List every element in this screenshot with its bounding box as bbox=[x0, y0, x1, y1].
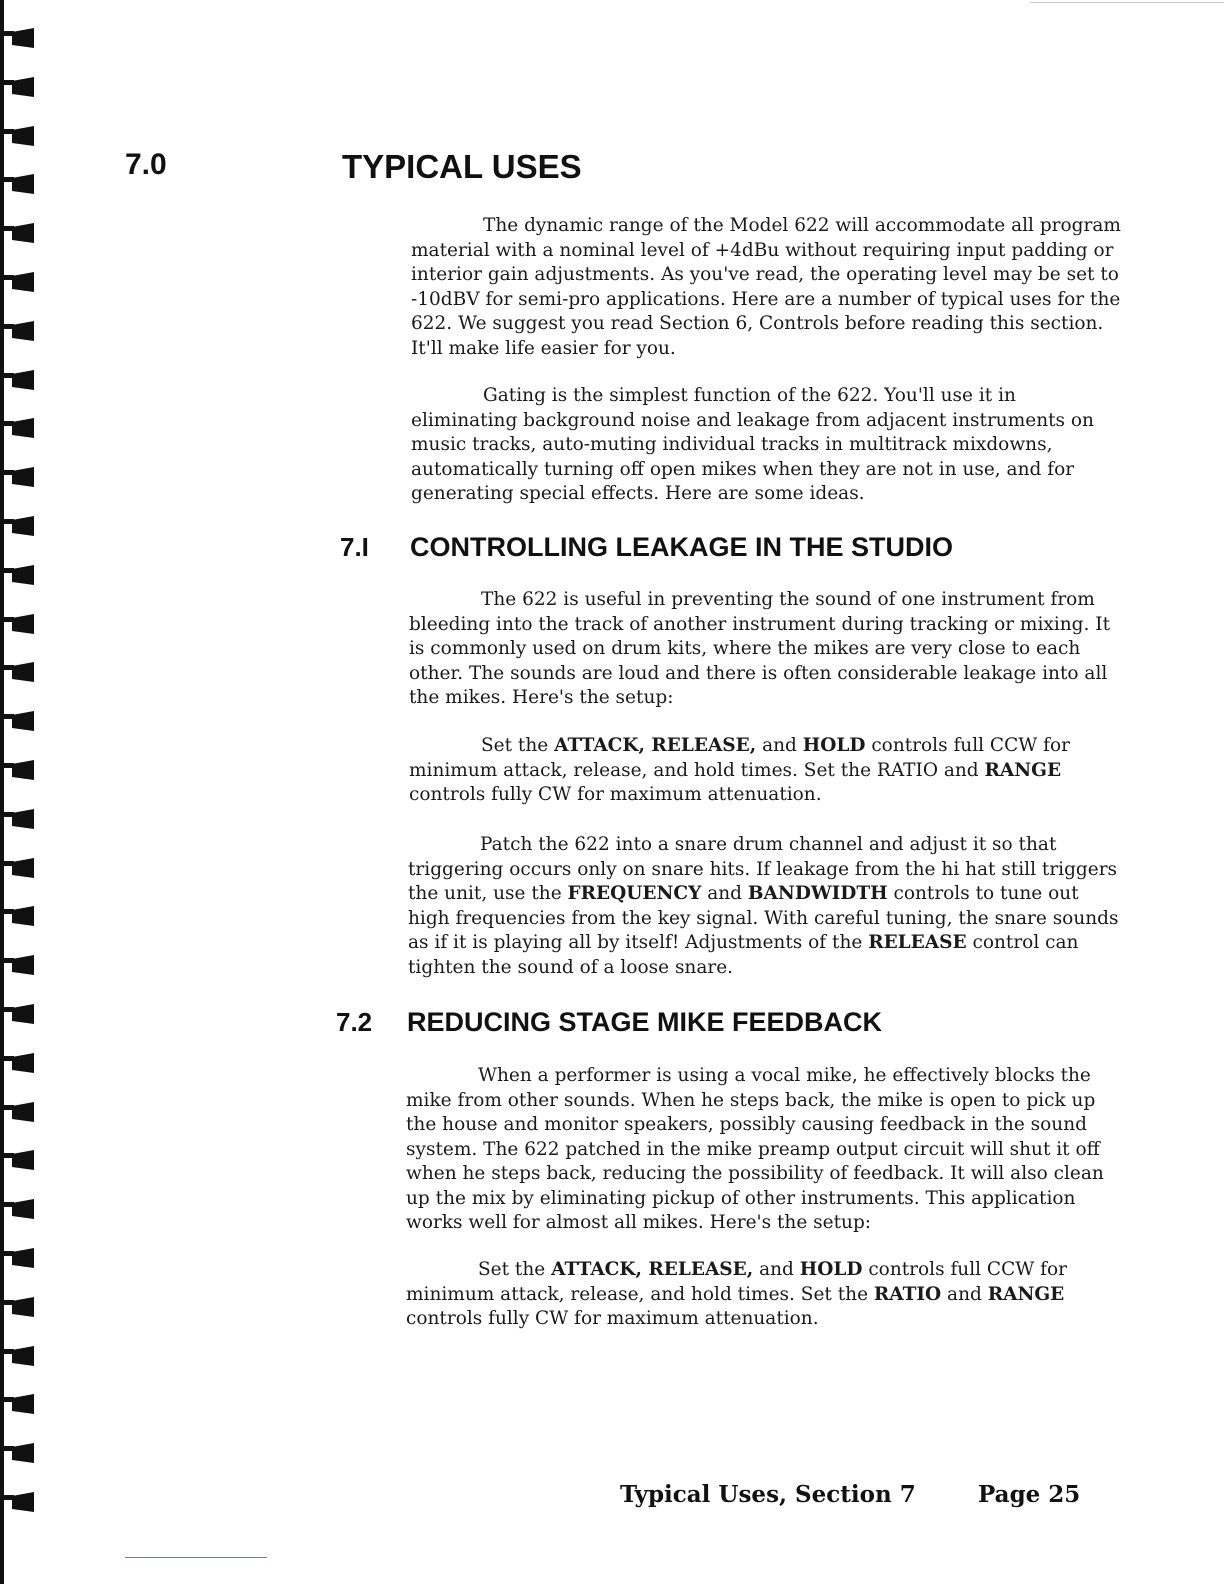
binding-loop bbox=[0, 1297, 36, 1317]
footer-section-label: Typical Uses, Section 7 bbox=[620, 1481, 916, 1508]
control-name: RELEASE bbox=[868, 932, 967, 953]
paragraph-feedback-intro: When a performer is using a vocal mike, he effectively blocks the mike from other sounds. When he steps back, the mike is open to pick up the house and monitor speakers, possibly causing feedback in the sound system. The 622 patched in the mike preamp output circuit will shut it off when he steps back, reducing the possibility of feedback. It will also clean up the mix by eliminating pickup of other instruments. This application works well for almost all mikes. Here's the setup: bbox=[406, 1065, 1104, 1233]
control-name: HOLD bbox=[799, 1259, 863, 1280]
spiral-binding bbox=[0, 0, 40, 1584]
binding-loop bbox=[0, 1150, 36, 1170]
binding-loop bbox=[0, 272, 36, 292]
binding-loop bbox=[0, 223, 36, 243]
control-name: RANGE bbox=[984, 759, 1062, 781]
binding-loop bbox=[0, 1199, 36, 1219]
binding-loop bbox=[0, 467, 36, 487]
section-title-main: TYPICAL USES bbox=[342, 148, 582, 185]
control-name: ATTACK, RELEASE, bbox=[554, 735, 757, 756]
section-number-main: 7.0 bbox=[125, 148, 167, 181]
binding-loop bbox=[0, 126, 36, 146]
section-number-7-1: 7.I bbox=[340, 532, 369, 562]
paragraph-gating: Gating is the simplest function of the 622. You'll use it in eliminating background noise and leakage from adjacent instruments on music tracks, auto-muting individual tracks in multitrack mixdowns, automatically turning off open mikes when they are not in use, and for generating special effects. Here are some ideas. bbox=[411, 385, 1094, 504]
binding-loop bbox=[0, 1394, 36, 1414]
binding-loop bbox=[0, 760, 36, 780]
top-edge-line bbox=[1030, 2, 1224, 3]
binding-loop bbox=[0, 516, 36, 536]
paragraph-feedback-setup: Set the ATTACK, RELEASE, and HOLD controls full CCW for minimum attack, release, and hold times. Set the RATIO and RANGE controls fully CW for maximum attenuation. bbox=[406, 1259, 1067, 1329]
bottom-edge-line bbox=[125, 1557, 267, 1558]
binding-loop bbox=[0, 858, 36, 878]
control-name: FREQUENCY bbox=[567, 883, 702, 904]
binding-loop bbox=[0, 955, 36, 975]
control-name: RANGE bbox=[987, 1283, 1065, 1305]
binding-loop bbox=[0, 174, 36, 194]
section-title-7-1: CONTROLLING LEAKAGE IN THE STUDIO bbox=[410, 532, 953, 562]
binding-loop bbox=[0, 1492, 36, 1512]
binding-loop bbox=[0, 77, 36, 97]
binding-loop bbox=[0, 28, 36, 48]
binding-loop bbox=[0, 1102, 36, 1122]
binding-loop bbox=[0, 565, 36, 585]
binding-loop bbox=[0, 1346, 36, 1366]
control-name: ATTACK, RELEASE, bbox=[551, 1259, 754, 1280]
control-name: RATIO bbox=[873, 1283, 942, 1305]
binding-loop bbox=[0, 662, 36, 682]
paragraph-leakage-intro: The 622 is useful in preventing the sound of one instrument from bleeding into the track of another instrument during tracking or mixing. It is commonly used on drum kits, where the mikes are very close to each other. The sounds are loud and there is often considerable leakage into all the mikes. Here's the setup: bbox=[409, 589, 1111, 708]
paragraph-leakage-patch: Patch the 622 into a snare drum channel and adjust it so that triggering occurs only on snare hits. If leakage from the hi hat still triggers the unit, use the FREQUENCY and BANDWIDTH controls to tune out high frequencies from the key signal. With careful tuning, the snare sounds as if it is playing all by itself! Adjustments of the RELEASE control can tighten the sound of a loose snare. bbox=[408, 834, 1119, 978]
section-number-7-2: 7.2 bbox=[336, 1007, 373, 1037]
binding-loop bbox=[0, 906, 36, 926]
binding-loop bbox=[0, 321, 36, 341]
paragraph-intro: The dynamic range of the Model 622 will accommodate all program material with a nominal level of +4dBu without requiring input padding or interior gain adjustments. As you've read, the operating level may be set to -10dBV for semi-pro applications. Here are a number of typical uses for the 622. We suggest you read Section 6, Controls before reading this section. It'll make life easier for you. bbox=[411, 215, 1121, 359]
control-name: HOLD bbox=[802, 735, 866, 756]
section-title-7-2: REDUCING STAGE MIKE FEEDBACK bbox=[407, 1007, 883, 1037]
binding-loop bbox=[0, 1443, 36, 1463]
footer-page-number: Page 25 bbox=[978, 1481, 1081, 1508]
binding-loop bbox=[0, 1053, 36, 1073]
binding-loop bbox=[0, 370, 36, 390]
control-name: BANDWIDTH bbox=[747, 883, 888, 904]
binding-loop bbox=[0, 418, 36, 438]
binding-loop bbox=[0, 809, 36, 829]
paragraph-leakage-setup: Set the ATTACK, RELEASE, and HOLD controls full CCW for minimum attack, release, and hold times. Set the RATIO and RANGE controls fully CW for maximum attenuation. bbox=[409, 735, 1070, 805]
binding-loop bbox=[0, 1004, 36, 1024]
binding-loop bbox=[0, 614, 36, 634]
binding-loop bbox=[0, 1248, 36, 1268]
binding-loop bbox=[0, 711, 36, 731]
